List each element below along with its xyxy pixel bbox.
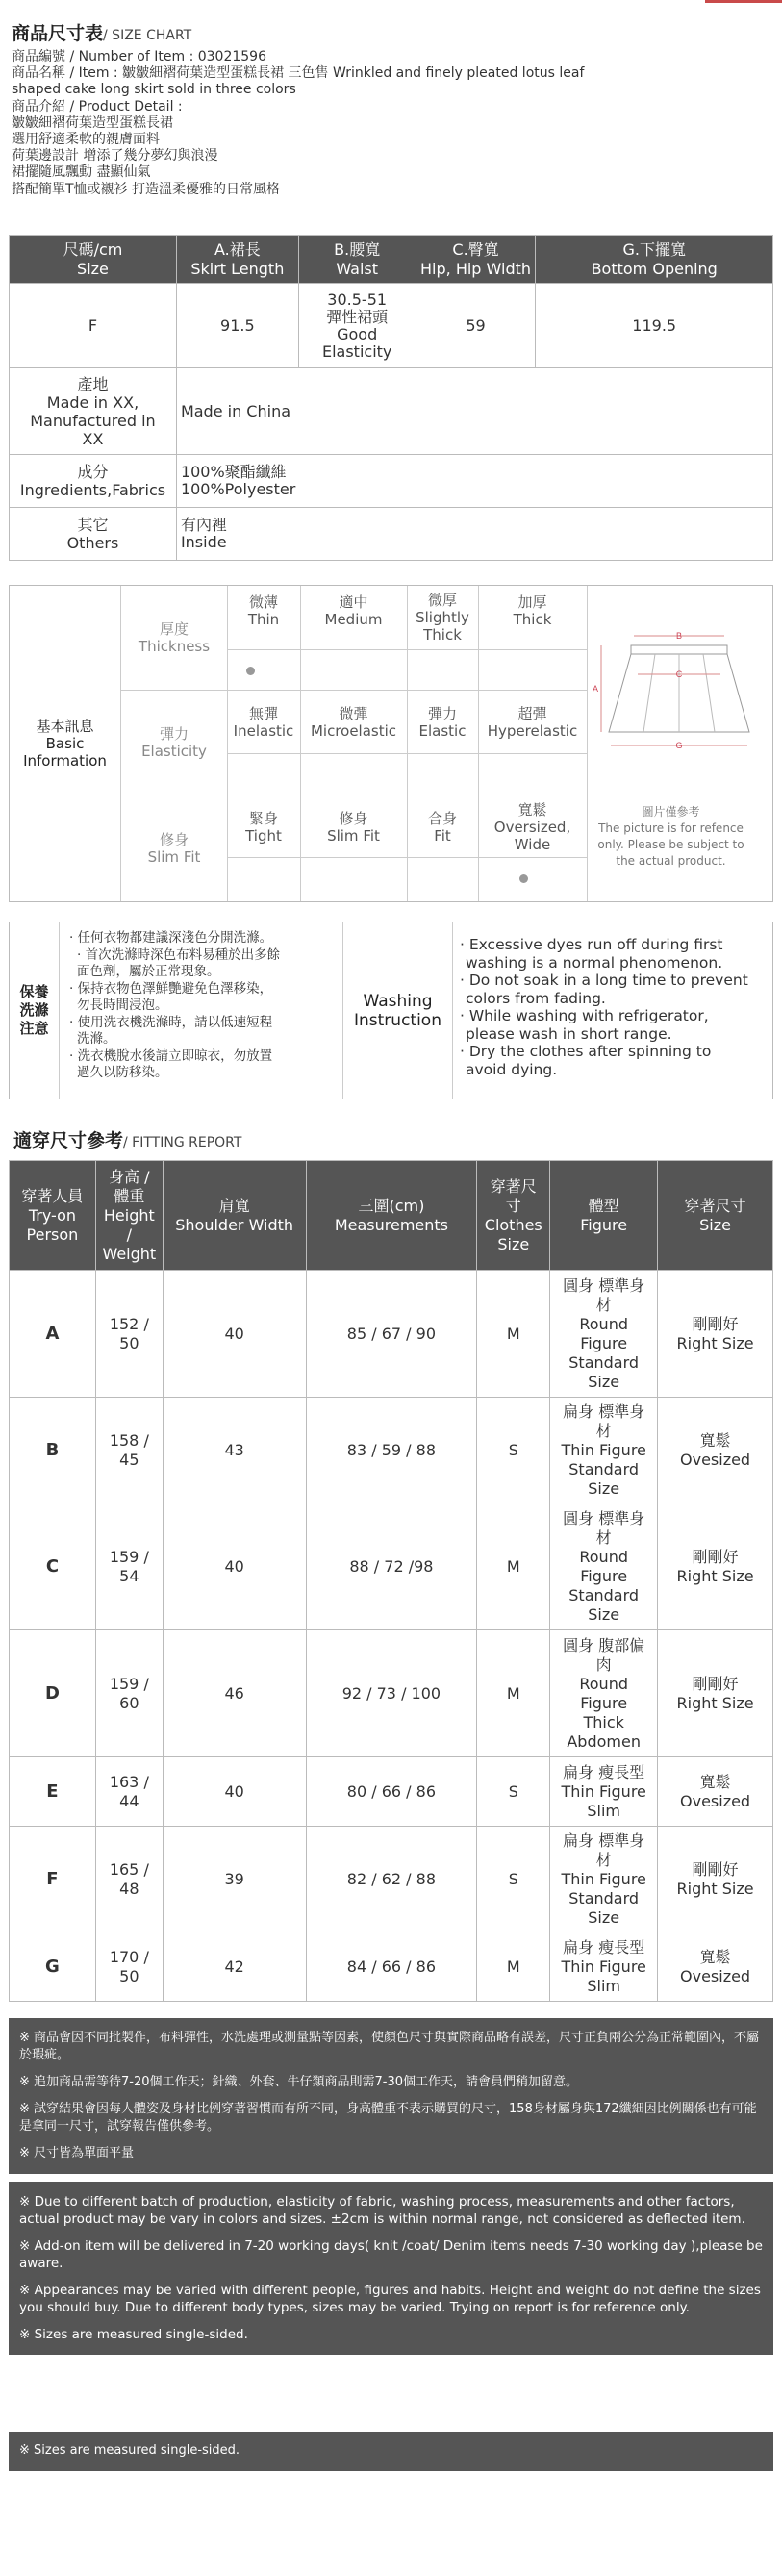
fit-selected-dot [519,874,528,883]
fitting-shoulder-cell: 40 [163,1503,306,1630]
fitting-figure-cell: 扁身 標準身 材 Thin Figure Standard Size [550,1827,658,1932]
fitting-meas-cell: 82 / 62 / 88 [306,1827,477,1932]
note-line: ※ 尺寸皆為單面平量 [19,2146,135,2160]
fitting-size-cell: M [477,1271,550,1398]
others-value: 有內裡 Inside [176,508,772,561]
fitting-header-cell: 穿著人員 Try-on Person [10,1161,96,1271]
fitting-hw-cell: 165 / 48 [95,1827,163,1932]
fitting-person-cell: G [10,1932,96,2002]
note-line: ※ Due to different batch of production, elasticity of fabric, washing process, measurements and other factors, actual product may be vary in colors and sizes. ±2cm is within normal range, not considered as deflected item. [19,2194,745,2227]
fabric-row [10,455,773,508]
svg-text:C: C [675,669,683,679]
washing-cn-list: · 任何衣物都建議深淺色分開洗滌。 · 首次洗滌時深色布料易種於出多餘 面色劑，屬於正常現象。 · 保持衣物色澤鮮艷避免色澤移染， 勿長時間浸泡。 · 使用洗衣機洗滌時，請以低速短程 洗滌。 · 洗衣機脫水後請立即晾衣，勿放置 過久以防移染。 [69,930,281,1080]
info-line: 商品介紹 / Product Detail : [12,98,183,114]
fitting-hw-cell: 170 / 50 [95,1932,163,2002]
origin-label: 產地 Made in XX, Manufactured in XX [10,368,177,455]
option-oversized-wide: 寬鬆 Oversized, Wide [493,801,571,853]
note-line: ※ 追加商品需等待7-20個工作天；針織、外套、牛仔類商品則需7-30個工作天，請會員們稍加留意。 [19,2075,579,2089]
fitting-shoulder-cell: 40 [163,1757,306,1827]
origin-value: Made in China [176,368,772,455]
fitting-meas-cell: 83 / 59 / 88 [306,1398,477,1503]
fabric-value: 100%聚酯纖維 100%Polyester [176,455,772,508]
bottom-value: 119.5 [536,284,773,368]
washing-label: 保養 洗滌 注意 [10,922,60,1099]
option-thick: 加厚 Thick [513,593,552,628]
fitting-header-cell: 三圍(cm) Measurements [306,1161,477,1271]
thickness-selected-dot [246,667,255,675]
basic-info-label: 基本訊息 Basic Information [10,586,121,901]
fitting-person-cell: B [10,1398,96,1503]
option-hyperelastic: 超彈 Hyperelastic [487,705,578,740]
svg-text:B: B [675,631,683,641]
thickness-label: 厚度 Thickness [138,620,211,655]
origin-row [10,368,773,455]
info-line: 商品名稱 / Item : 皺皺細褶荷葉造型蛋糕長裙 三色售 Wrinkled and finely pleated lotus leaf [12,65,585,82]
fitting-hw-cell: 158 / 45 [95,1398,163,1503]
fitting-fit-cell: 寬鬆 Ovesized [658,1932,773,2002]
skirt-length-value: 91.5 [176,284,298,368]
note-line: ※ 試穿結果會因每人體姿及身材比例穿著習慣而有所不同，身高體重不表示購買的尺寸，158身材屬身與172纖細因比例關係也有可能是拿同一尺寸，試穿報告僅供參考。 [19,2102,757,2134]
note-line: ※ 商品會因不同批製作，布料彈性，水洗處理或測量點等因素，使顏色尺寸與實際商品略有誤差，尺寸正負兩公分為正常範圍內，不屬於瑕疵。 [19,2031,760,2062]
table-row [10,1503,773,1630]
fitting-meas-cell: 84 / 66 / 86 [306,1932,477,2002]
fitting-shoulder-cell: 46 [163,1630,306,1757]
size-table-header [10,236,773,284]
fitting-report-title: 適穿尺寸參考/ FITTING REPORT [13,1130,242,1151]
fitting-person-cell: C [10,1503,96,1630]
table-row [10,1398,773,1503]
fitting-table-body [10,1271,773,2002]
info-line: 搭配簡單T恤或襯衫 打造溫柔優雅的日常風格 [12,181,281,197]
washing-instruction-title: Washing Instruction [342,922,453,1099]
option-microelastic: 微彈 Microelastic [310,705,397,740]
size-value: F [10,284,177,368]
svg-text:A: A [592,684,599,694]
elasticity-label: 彈力 Elasticity [141,725,207,760]
skirt-length-header-cell: A.裙長 Skirt Length [176,236,298,284]
fitting-meas-cell: 85 / 67 / 90 [306,1271,477,1398]
slim-fit-label: 修身 Slim Fit [147,831,201,866]
fitting-header-cell: 穿著尺寸 Size [658,1161,773,1271]
fitting-header-cell: 體型 Figure [550,1161,658,1271]
fitting-header-cell: 穿著尺 寸 Clothes Size [477,1161,550,1271]
fitting-table [9,1160,773,2002]
fitting-figure-cell: 圓身 腹部偏 肉 Round Figure Thick Abdomen [550,1630,658,1757]
fitting-meas-cell: 80 / 66 / 86 [306,1757,477,1827]
fitting-fit-cell: 剛剛好 Right Size [658,1827,773,1932]
fitting-figure-cell: 扁身 瘦長型 Thin Figure Slim [550,1757,658,1827]
table-row [10,1630,773,1757]
fitting-figure-cell: 圓身 標準身 材 Round Figure Standard Size [550,1503,658,1630]
fitting-fit-cell: 剛剛好 Right Size [658,1271,773,1398]
info-line: 選用舒適柔軟的親膚面料 [12,132,160,148]
info-line: 裙擺隨風飄動 盡顯仙氣 [12,164,151,181]
fitting-shoulder-cell: 42 [163,1932,306,2002]
table-row [10,1271,773,1398]
table-row [10,1932,773,2002]
table-row [10,1757,773,1827]
bottom-header-cell: G.下擺寬 Bottom Opening [536,236,773,284]
option-elastic: 彈力 Elastic [418,705,467,740]
hip-value: 59 [416,284,536,368]
others-label: 其它 Others [10,508,177,561]
svg-text:G: G [675,741,683,750]
size-row [10,284,773,368]
fitting-header-cell: 身高 / 體重 Height / Weight [95,1161,163,1271]
info-line: 荷葉邊設計 增添了幾分夢幻與浪漫 [12,148,218,164]
washing-en-list: · Excessive dyes run off during first washing is a normal phenomenon. · Do not soak in a long time to prevent colors from fading. · While washing with refrigerator, please wash in short range. · Dry the clothes after spinning to avoid dying. [460,936,748,1078]
corner-accent [705,0,782,3]
fitting-shoulder-cell: 40 [163,1271,306,1398]
fitting-person-cell: F [10,1827,96,1932]
info-line: 商品編號 / Number of Item : 03021596 [12,49,266,64]
fitting-meas-cell: 92 / 73 / 100 [306,1630,477,1757]
note-line: ※ Sizes are measured single-sided. [19,2327,248,2342]
fitting-hw-cell: 152 / 50 [95,1271,163,1398]
diagram-caption: 圖片僅參考 The picture is for refence only. Please be subject to the actual product. [597,805,744,868]
skirt-icon [588,586,773,788]
note-line: ※ Appearances may be varied with different people, figures and habits. Height and weight do not define the sizes you should buy. Due to different body types, sizes may be varied. Trying on report is for reference only. [19,2283,761,2315]
fitting-figure-cell: 圓身 標準身 材 Round Figure Standard Size [550,1271,658,1398]
waist-header-cell: B.腰寬 Waist [298,236,416,284]
fitting-hw-cell: 159 / 60 [95,1630,163,1757]
fitting-fit-cell: 寬鬆 Ovesized [658,1757,773,1827]
option-tight: 緊身 Tight [245,810,282,845]
others-row [10,508,773,561]
size-chart-header [12,19,771,198]
fitting-person-cell: D [10,1630,96,1757]
fitting-shoulder-cell: 39 [163,1827,306,1932]
fitting-meas-cell: 88 / 72 /98 [306,1503,477,1630]
fitting-fit-cell: 剛剛好 Right Size [658,1503,773,1630]
fitting-size-cell: M [477,1932,550,2002]
fitting-size-cell: S [477,1757,550,1827]
table-row [10,1827,773,1932]
fitting-table-header [10,1161,773,1271]
option-slim-fit: 修身 Slim Fit [327,810,380,845]
fitting-size-cell: S [477,1827,550,1932]
option-thin: 微薄 Thin [247,593,280,628]
option-slightly-thick: 微厚 Slightly Thick [416,592,469,644]
notes-last: ※ Sizes are measured single-sided. [9,2432,773,2471]
note-line: ※ Add-on item will be delivered in 7-20 working days( knit /coat/ Denim items needs 7-30 working day ),please be aware. [19,2238,763,2271]
washing-panel [9,922,773,1099]
hip-header-cell: C.臀寬 Hip, Hip Width [416,236,536,284]
fitting-shoulder-cell: 43 [163,1398,306,1503]
option-medium: 適中 Medium [324,593,383,628]
option-inelastic: 無彈 Inelastic [233,705,294,740]
product-info [12,49,771,198]
waist-value: 30.5-51 彈性裙頭 Good Elasticity [298,284,416,368]
fitting-fit-cell: 剛剛好 Right Size [658,1630,773,1757]
notes-en [9,2182,773,2355]
fitting-hw-cell: 159 / 54 [95,1503,163,1630]
info-line: 皺皺細褶荷葉造型蛋糕長裙 [12,114,173,131]
fitting-header-cell: 肩寬 Shoulder Width [163,1161,306,1271]
fabric-label: 成分 Ingredients,Fabrics [10,455,177,508]
fitting-figure-cell: 扁身 標準身 材 Thin Figure Standard Size [550,1398,658,1503]
notes-cn [9,2018,773,2174]
size-table [9,235,773,561]
size-chart-title: 商品尺寸表/ SIZE CHART [12,23,192,44]
fitting-size-cell: M [477,1503,550,1630]
fitting-hw-cell: 163 / 44 [95,1757,163,1827]
fitting-figure-cell: 扁身 瘦長型 Thin Figure Slim [550,1932,658,2002]
info-line: shaped cake long skirt sold in three colors [12,82,296,98]
size-header-cell: 尺碼/cm Size [10,236,177,284]
fitting-fit-cell: 寬鬆 Ovesized [658,1398,773,1503]
option-fit: 合身 Fit [427,810,457,845]
fitting-size-cell: S [477,1398,550,1503]
fitting-person-cell: A [10,1271,96,1398]
fitting-size-cell: M [477,1630,550,1757]
fitting-person-cell: E [10,1757,96,1827]
